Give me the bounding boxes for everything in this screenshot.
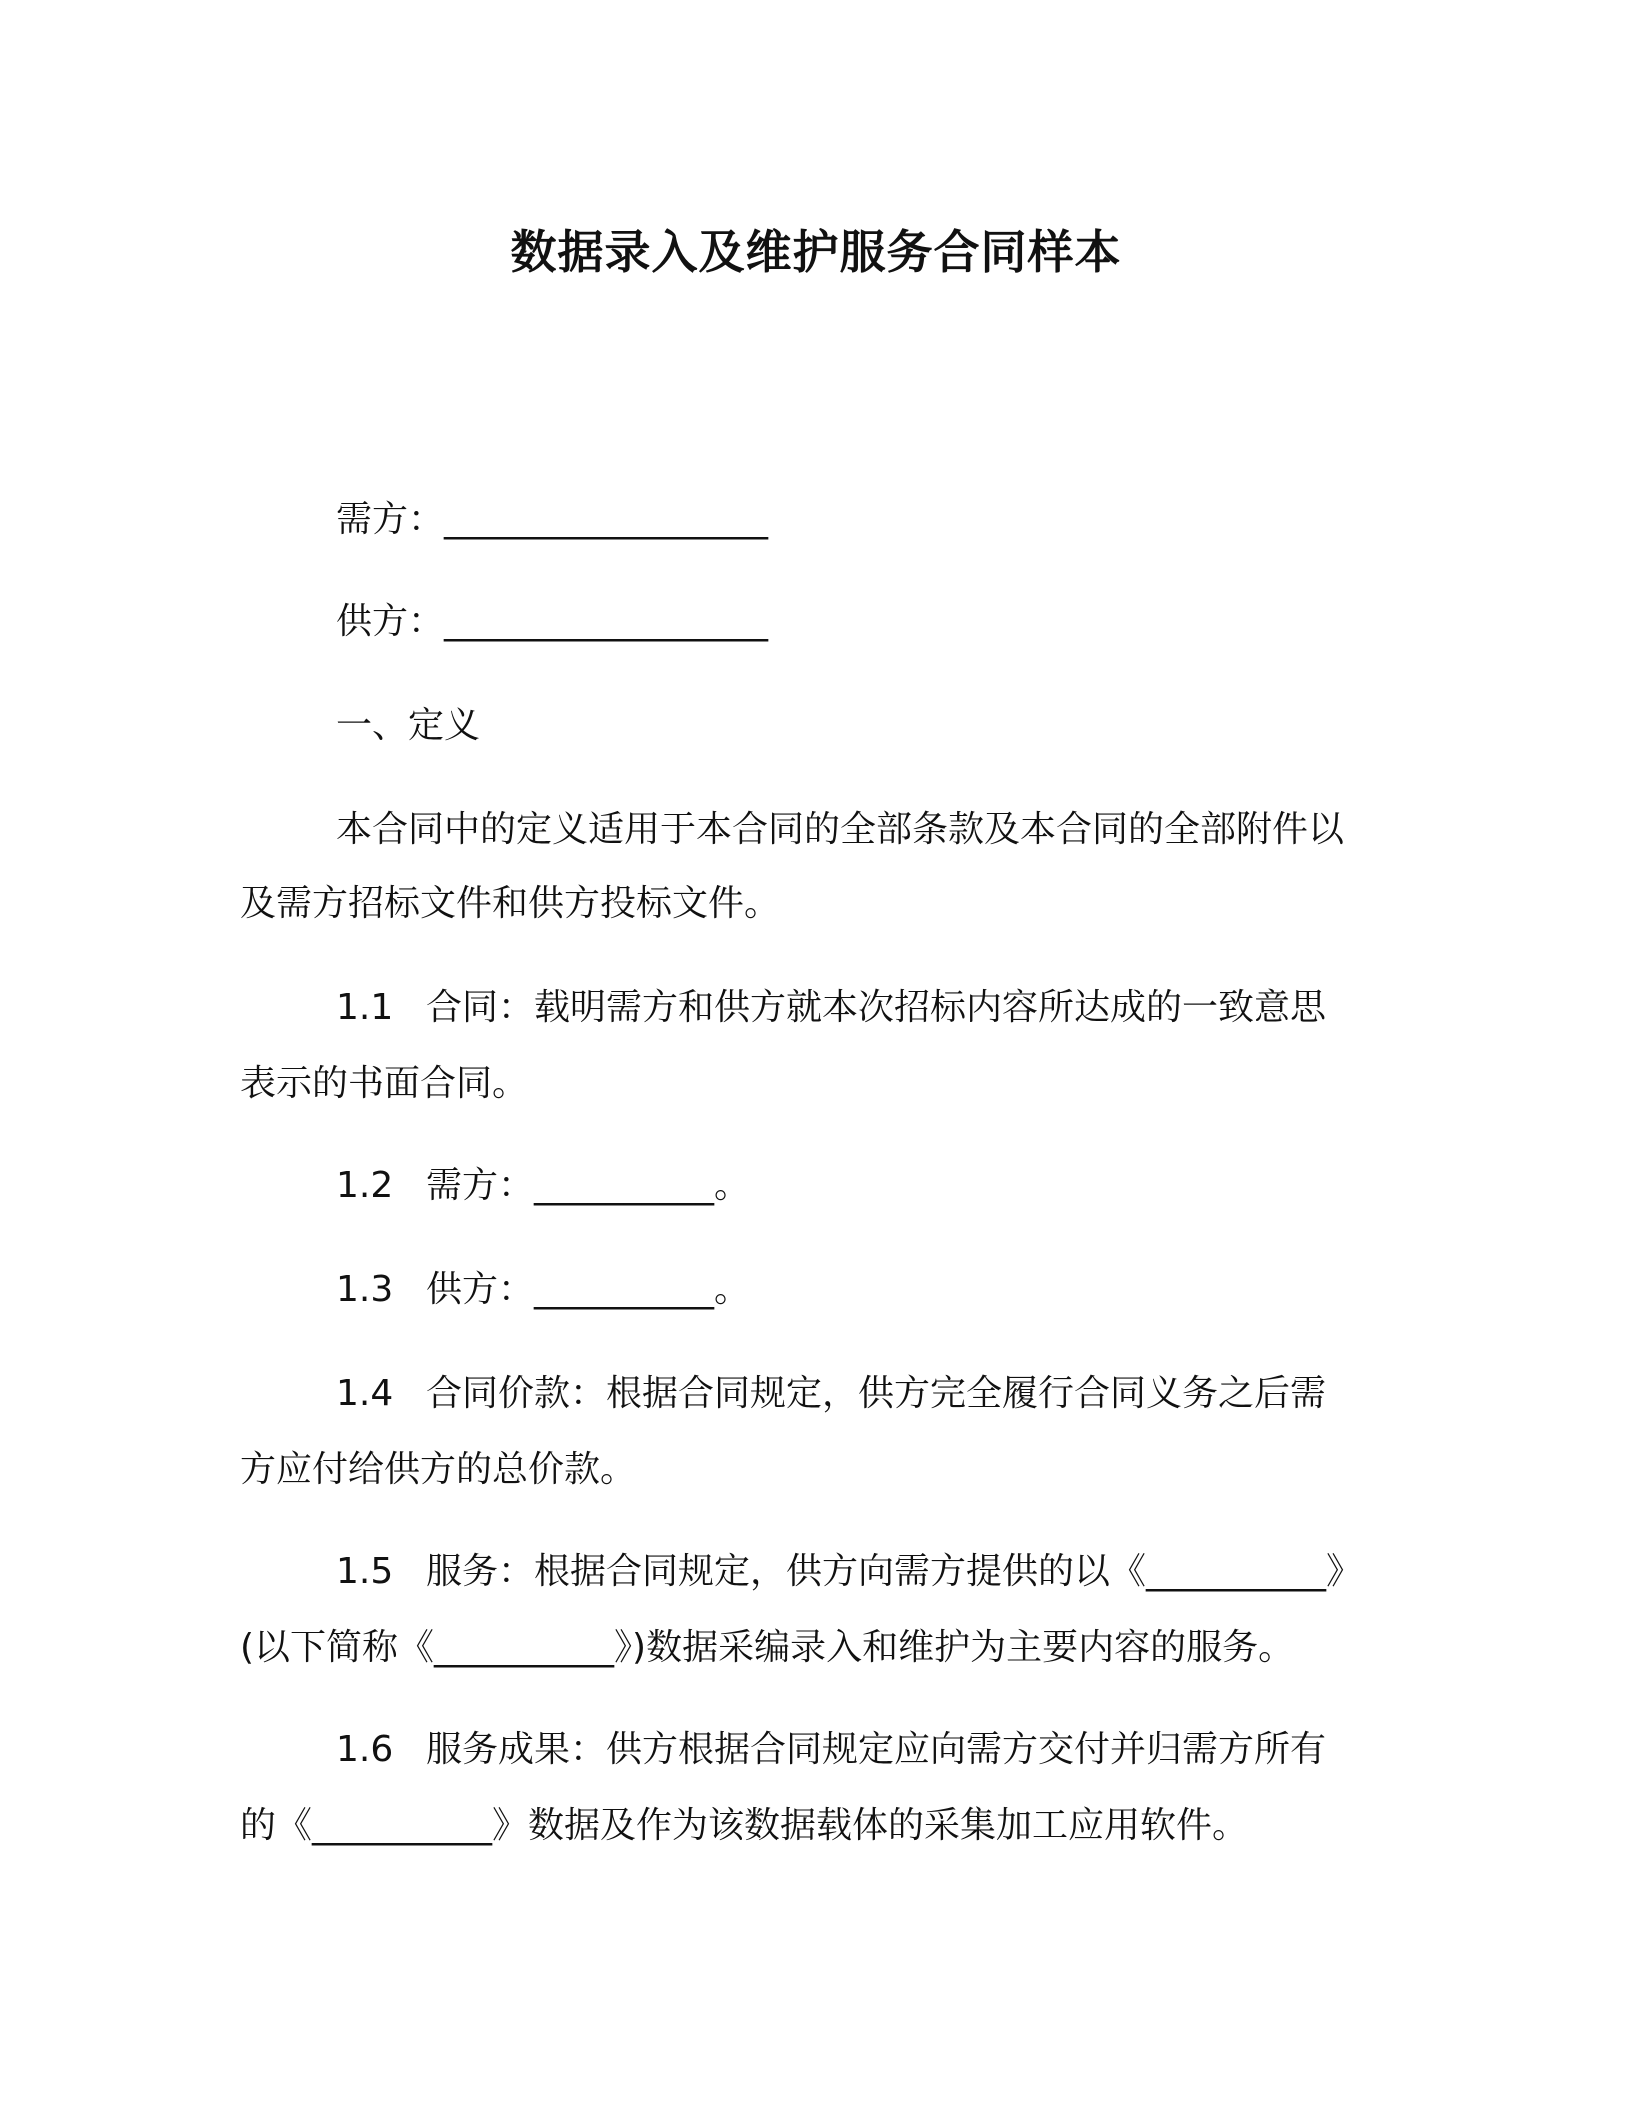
clause-1-6-line-1 [336,1710,1386,1790]
party-supply-line: 供方：__________________ [336,601,769,642]
clause-number: 1.6 [336,1729,394,1770]
clause-number: 1.1 [336,987,394,1028]
intro-paragraph-line-2: 及需方招标文件和供方投标文件。 [240,883,781,924]
clause-text: 供方：__________。 [426,1269,751,1310]
clause-1-6-line-2: 的《__________》数据及作为该数据载体的采集加工应用软件。 [240,1805,1249,1846]
clause-text: 合同价款：根据合同规定，供方完全履行合同义务之后需 [426,1373,1327,1414]
clause-text: 服务成果：供方根据合同规定应向需方交付并归需方所有 [426,1729,1327,1770]
document-title: 数据录入及维护服务合同样本 [510,225,1122,279]
clause-1-1-line-2: 表示的书面合同。 [240,1063,529,1104]
clause-number: 1.3 [336,1269,394,1310]
party-demand-line: 需方：__________________ [336,499,769,540]
clause-1-2 [336,1146,1386,1226]
clause-1-4-line-1 [336,1354,1386,1434]
clause-1-4-line-2: 方应付给供方的总价款。 [240,1449,637,1490]
section-heading-definitions: 一、定义 [336,705,481,746]
intro-paragraph-line-1: 本合同中的定义适用于本合同的全部条款及本合同的全部附件以 [336,809,1345,850]
clause-1-5-line-2: (以下简称《__________》)数据采编录入和维护为主要内容的服务。 [240,1627,1295,1668]
clause-text: 服务：根据合同规定，供方向需方提供的以《__________》 [426,1551,1363,1592]
clause-1-3 [336,1250,1386,1330]
clause-1-1-line-1 [336,968,1386,1048]
clause-text: 合同：载明需方和供方就本次招标内容所达成的一致意思 [426,987,1327,1028]
clause-number: 1.5 [336,1551,394,1592]
clause-text: 需方：__________。 [426,1165,751,1206]
clause-1-5-line-1 [336,1532,1386,1612]
clause-number: 1.2 [336,1165,394,1206]
clause-number: 1.4 [336,1373,394,1414]
